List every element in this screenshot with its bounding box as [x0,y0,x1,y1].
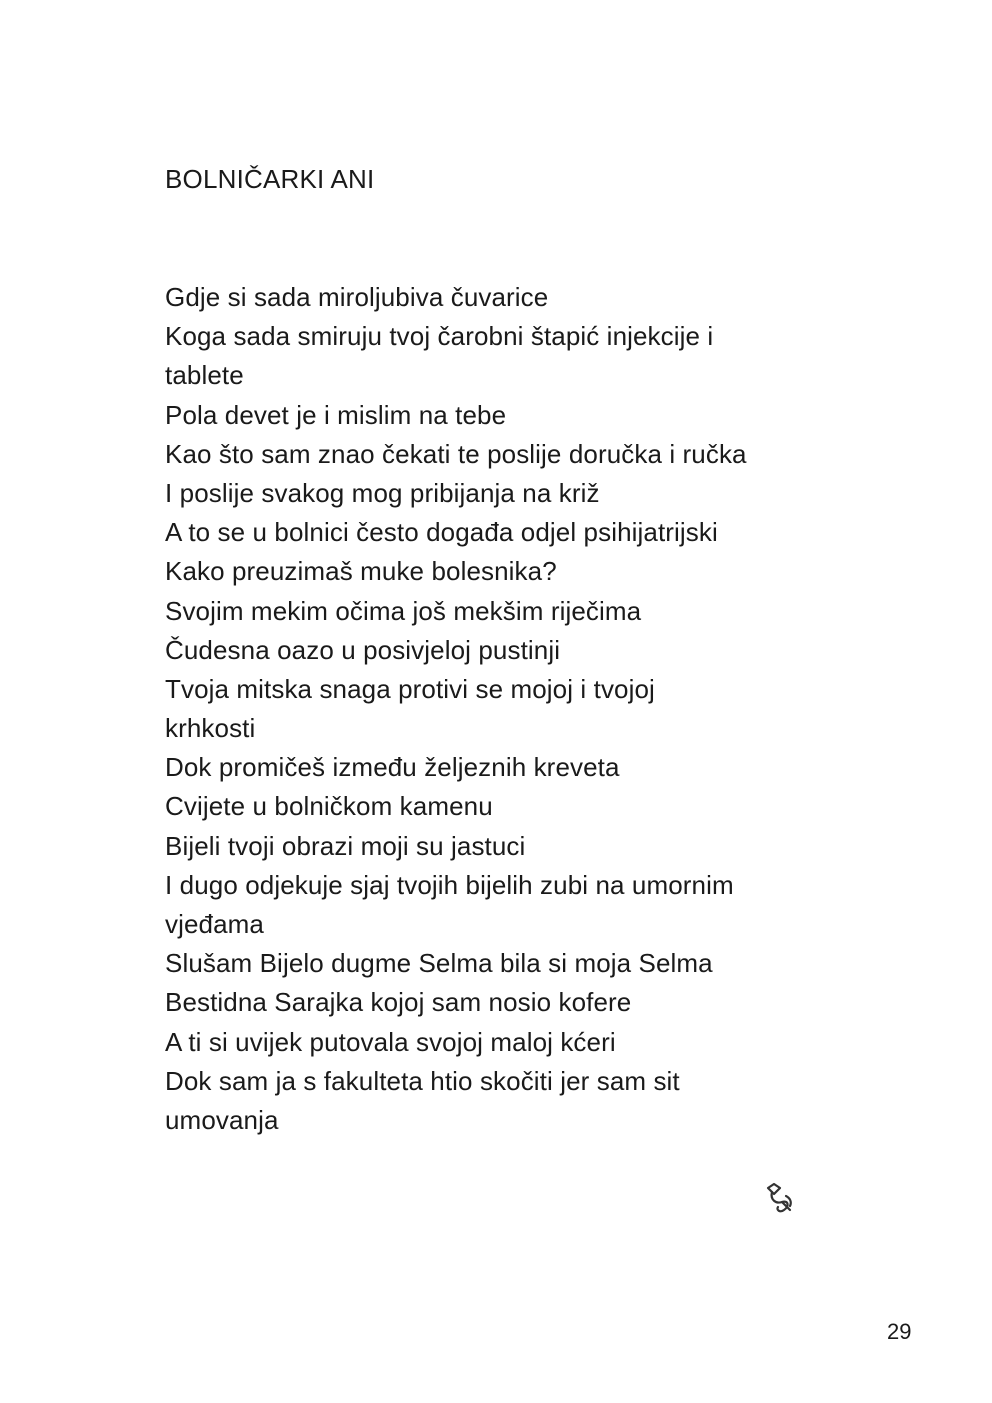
poem-line: I dugo odjekuje sjaj tvojih bijelih zubi na umornim [165,869,734,900]
poem-line: Slušam Bijelo dugme Selma bila si moja Selma [165,948,713,979]
poem-body [165,278,865,1140]
poem-title: BOLNIČARKI ANI [165,164,375,194]
poem-line: A ti si uvijek putovala svojoj maloj kćeri [165,1026,616,1057]
poem-line: Kao što sam znao čekati te poslije doručka i ručka [165,438,747,469]
poem-line: I poslije svakog mog pribijanja na križ [165,477,600,508]
poem-line: umovanja [165,1104,279,1135]
poem-line: A to se u bolnici često događa odjel psihijatrijski [165,517,718,548]
poem-line: tablete [165,360,244,391]
page-number: 29 [887,1319,912,1344]
poem-line: Dok sam ja s fakulteta htio skočiti jer sam sit [165,1065,680,1096]
poem-line: Kako preuzimaš muke bolesnika? [165,556,557,587]
poem-line: Dok promičeš između željeznih kreveta [165,752,620,783]
poem-line: Pola devet je i mislim na tebe [165,399,507,430]
poem-line: Cvijete u bolničkom kamenu [165,791,493,822]
poem-line: Tvoja mitska snaga protivi se mojoj i tvojoj [165,673,655,704]
poem-line: Koga sada smiruju tvoj čarobni štapić injekcije i [165,321,714,352]
poem-line: Gdje si sada miroljubiva čuvarice [165,282,549,312]
signature-mark-icon [760,1180,800,1220]
poem-line: krhkosti [165,713,256,744]
poem-line: Bijeli tvoji obrazi moji su jastuci [165,830,526,861]
poem-line: Čudesna oazo u posivjeloj pustinji [165,634,561,665]
poem-line: Bestidna Sarajka kojoj sam nosio kofere [165,987,632,1018]
poem-line: vjeđama [165,909,264,939]
poem-line: Svojim mekim očima još mekšim riječima [165,595,642,626]
